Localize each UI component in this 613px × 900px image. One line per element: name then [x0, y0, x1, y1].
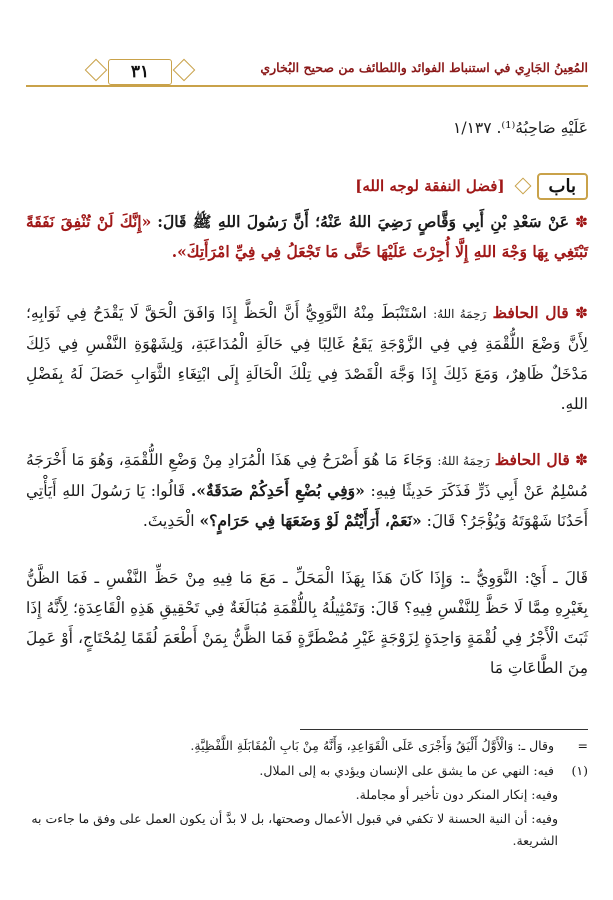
hadith-text: «إِنَّكَ لَنْ تُنْفِقَ نَفَقَةً تَبْتَغِي بِهَا وَجْهَ اللهِ إِلَّا أُجِرْتَ عَلَيْهَا حَتَّى مَا تَجْعَلُ فِي فِيِّ امْرَأَتِكَ».	[26, 212, 588, 261]
footnote-text: وفيه: أن النية الحسنة لا تكفي في قبول الأعمال وصحتها، بل لا بدَّ أن يكون العمل على وفق ما جاءت به الشريعة.	[31, 811, 558, 848]
footnote-number: (١)	[571, 763, 588, 778]
chapter-label: باب	[537, 173, 588, 200]
running-title: المُعِينُ الجَارِي في استنباط الفوائد واللطائف من صحيح البُخاري	[260, 60, 588, 75]
ornament-icon	[514, 178, 531, 195]
header-rule	[26, 85, 588, 87]
hadith-intro: عَنْ سَعْدِ بْنِ أَبِي وَقَّاصٍ رَضِيَ اللهُ عَنْهُ؛ أَنَّ رَسُولَ اللهِ ﷺ قَالَ:	[157, 212, 570, 231]
para-text: الْحَدِيثَ.	[142, 512, 195, 530]
para-text: قَالُوا: يَا رَسُولَ اللهِ أَيَأْتِي أَحَدُنَا شَهْوَتَهُ وَيُؤْجَرُ؟ قَالَ:	[26, 482, 588, 530]
chapter-title: [فضل النفقة لوجه الله]	[355, 177, 505, 195]
hadith-block	[26, 207, 588, 267]
top-line: عَلَيْهِ صَاحِبُهُ⁽¹⁾. ١/١٣٧	[453, 119, 588, 137]
paragraph-2	[26, 445, 588, 536]
para-text: قَالَ ـ أَيْ: النَّوَوِيُّ ـ: وَإِذَا كَانَ هَذَا بِهَذَا الْمَحَلِّ ـ مَعَ مَا فِيهِ مِنْ حَظِّ النَّفْسِ ـ فَمَا الظَّنُّ بِغَيْرِهِ مِمَّا لَا حَظَّ لِلنَّفْسِ فِيهِ؟ قَالَ: وَتَمْثِيلُهُ بِاللُّقْمَةِ مُبَالَغَةٌ فِي تَحْقِيقِ هَذِهِ الْقَاعِدَةِ؛ لِأَنَّهُ إِذَا ثَبَتَ الْأَجْرُ فِي لُقْمَةٍ وَاحِدَةٍ لِزَوْجَةٍ غَيْرِ مُضْطَرَّةٍ فَمَا الظَّنُّ بِمَنْ أَطْعَمَ لُقَمًا لِمُحْتَاجٍ، أَوْ عَمِلَ مِنَ الطَّاعَاتِ مَا	[26, 569, 588, 677]
honorific: رَحِمَهُ اللهُ:	[433, 307, 487, 321]
chapter-heading	[355, 170, 588, 202]
paragraph-3	[26, 563, 588, 683]
page-header	[26, 56, 588, 90]
star-icon: ✽	[569, 213, 588, 231]
para-text: اسْتَنْبَطَ مِنْهُ النَّوَوِيُّ أَنَّ الْحَظَّ إِذَا وَافَقَ الْحَقَّ لَا يَقْدَحُ فِي ثَوَابِهِ؛ لِأَنَّ وَضْعَ اللُّقْمَةِ فِي فِي الزَّوْجَةِ يَقَعُ غَالِبًا فِي حَالَةِ الْمُدَاعَبَةِ، وَلِشَهْوَةِ النَّفْسِ فِي ذَلِكَ مَدْخَلٌ ظَاهِرٌ، وَمَعَ ذَلِكَ إِذَا وَجَّهَ الْقَصْدَ فِي تِلْكَ الْحَالَةِ إِلَى ابْتِغَاءِ الثَّوَابِ حَصَلَ لَهُ بِفَضْلِ اللهِ.	[26, 304, 588, 413]
footnote-1-line-3	[26, 808, 588, 852]
footnote-text: فيه: النهي عن ما يشق على الإنسان ويؤدي به إلى الملال.	[259, 763, 555, 778]
footnote-text: وقال ـ: وَالْأَوَّلُ أَلْيَقُ وَأَجْرَى عَلَى الْقَوَاعِدِ، وَأَنَّهُ مِنْ بَابِ الْمُقَابَلَةِ اللَّفْظِيَّةِ.	[190, 738, 555, 753]
footnote-marker: =	[577, 738, 588, 753]
ornament-icon	[173, 59, 196, 82]
page-number: ٣١	[108, 59, 172, 85]
para-lead: قال الحافظ	[492, 303, 569, 322]
footnote-continuation	[26, 735, 588, 757]
quote: «وَفِي بُضْعِ أَحَدِكُمْ صَدَقَةٌ».	[190, 481, 365, 500]
para-text: وَجَاءَ مَا هُوَ أَصْرَحُ فِي هَذَا الْمُرَادِ مِنْ وَضْعِ اللُّقْمَةِ، وَهُوَ مَا أَخْرَجَهُ مُسْلِمٌ عَنْ أَبِي ذَرٍّ فَذَكَرَ حَدِيثًا فِيهِ:	[26, 451, 588, 500]
footnote-text: وفيه: إنكار المنكر دون تأخير أو مجاملة.	[355, 787, 558, 802]
footnote-1-line-2	[26, 784, 588, 806]
footnote-1	[26, 760, 588, 782]
ornament-icon	[85, 59, 108, 82]
star-icon: ✽	[568, 304, 588, 322]
star-icon: ✽	[569, 451, 589, 469]
footnote-separator	[300, 729, 588, 730]
para-lead: قال الحافظ	[494, 450, 570, 469]
honorific: رَحِمَهُ اللهُ:	[437, 454, 490, 468]
quote: «نَعَمْ، أَرَأَيْتُمْ لَوْ وَضَعَهَا فِي حَرَامٍ؟»	[199, 511, 422, 530]
paragraph-1	[26, 298, 588, 419]
